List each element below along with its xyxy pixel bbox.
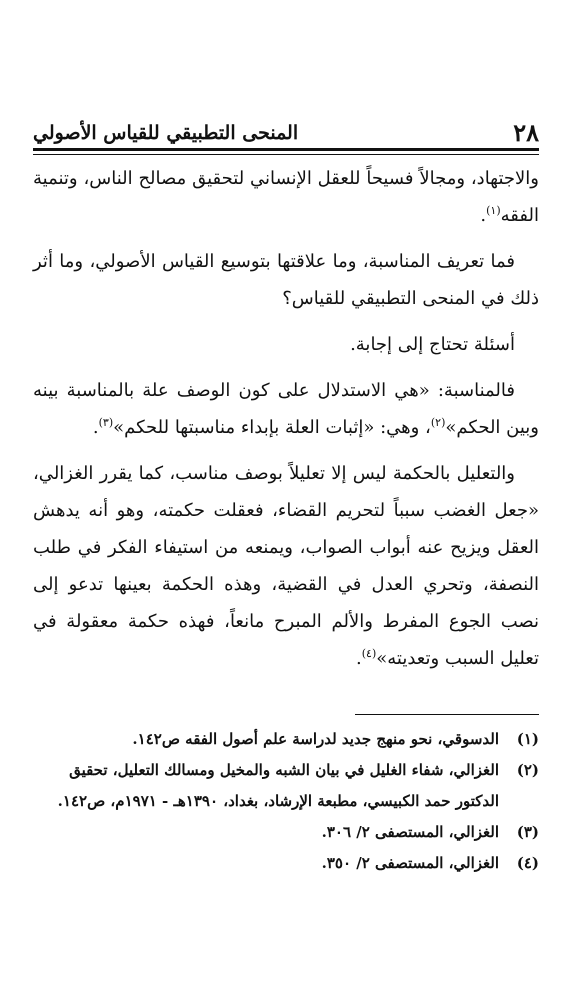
paragraph-2: [33, 243, 539, 317]
paragraph-4-end: .: [92, 417, 99, 438]
footnote-number: (٢): [516, 761, 539, 779]
footnote-ref-3: (٣): [98, 416, 114, 429]
footnote-number: (١): [516, 730, 539, 748]
paragraph-1-end: .: [480, 205, 487, 226]
footnote-ref-1: (١): [486, 204, 501, 217]
page-header: [33, 108, 539, 148]
footnote-ref-4: (٤): [361, 647, 377, 660]
paragraph-5: [33, 455, 539, 677]
footnotes: [33, 724, 539, 879]
paragraph-1-text: والاجتهاد، ومجالاً فسيحاً للعقل الإنساني لتحقيق مصالح الناس، وتنمية الفقه: [33, 168, 539, 226]
footnote-2: [33, 755, 539, 817]
paragraph-3-text: أسئلة تحتاج إلى إجابة.: [350, 334, 515, 355]
paragraph-4-text-a: فالمناسبة: «هي الاستدلال على كون الوصف علة بالمناسبة بينه وبين الحكم»: [33, 380, 539, 438]
page-number: ٢٨: [513, 118, 539, 147]
paragraph-4: [33, 372, 539, 446]
footnote-text: الغزالي، المستصفى ٢/ ٣٥٠.: [321, 854, 499, 872]
paragraph-1: [33, 160, 539, 234]
main-text: [33, 160, 539, 686]
paragraph-4-text-b: ، وهي: «إثبات العلة بإبداء مناسبتها للحكم»: [113, 417, 431, 438]
footnote-4: [33, 848, 539, 879]
footnote-ref-2: (٢): [430, 416, 446, 429]
header-rule-thin: [33, 154, 539, 155]
footnote-text: الغزالي، شفاء الغليل في بيان الشبه والمخيل ومسالك التعليل، تحقيق الدكتور حمد الكبيسي، مطبعة الإرشاد، بغداد، ١٣٩٠هـ - ١٩٧١م، ص١٤٢.: [57, 761, 499, 810]
paragraph-5-text: والتعليل بالحكمة ليس إلا تعليلاً بوصف مناسب، كما يقرر الغزالي، «جعل الغضب سبباً لتحريم القضاء، فعقلت حكمته، وهو أنه يدهش العقل ويزيح عنه أبواب الصواب، ويمنعه من استيفاء الفكر في طلب النصفة، وتحري العدل في القضية، وهذه الحكمة بعينها تدعو إلى نصب الجوع المفرط والألم المبرح مانعاً، فهذه حكمة معقولة في تعليل السبب وتعديته»: [33, 463, 539, 669]
footnote-3: [33, 817, 539, 848]
footnote-number: (٤): [516, 854, 539, 872]
footnote-text: الغزالي، المستصفى ٢/ ٣٠٦.: [321, 823, 499, 841]
footnote-text: الدسوقي، نحو منهج جديد لدراسة علم أصول الفقه ص١٤٢.: [132, 730, 499, 748]
paragraph-2-text: فما تعريف المناسبة، وما علاقتها بتوسيع القياس الأصولي، وما أثر ذلك في المنحى التطبيقي للقياس؟: [33, 251, 539, 309]
footnote-separator: [355, 714, 539, 715]
running-title: المنحى التطبيقي للقياس الأصولي: [33, 122, 299, 144]
header-rule-thick: [33, 148, 539, 151]
paragraph-3: [33, 326, 539, 363]
paragraph-5-end: .: [356, 648, 362, 669]
footnote-number: (٣): [516, 823, 539, 841]
footnote-1: [33, 724, 539, 755]
